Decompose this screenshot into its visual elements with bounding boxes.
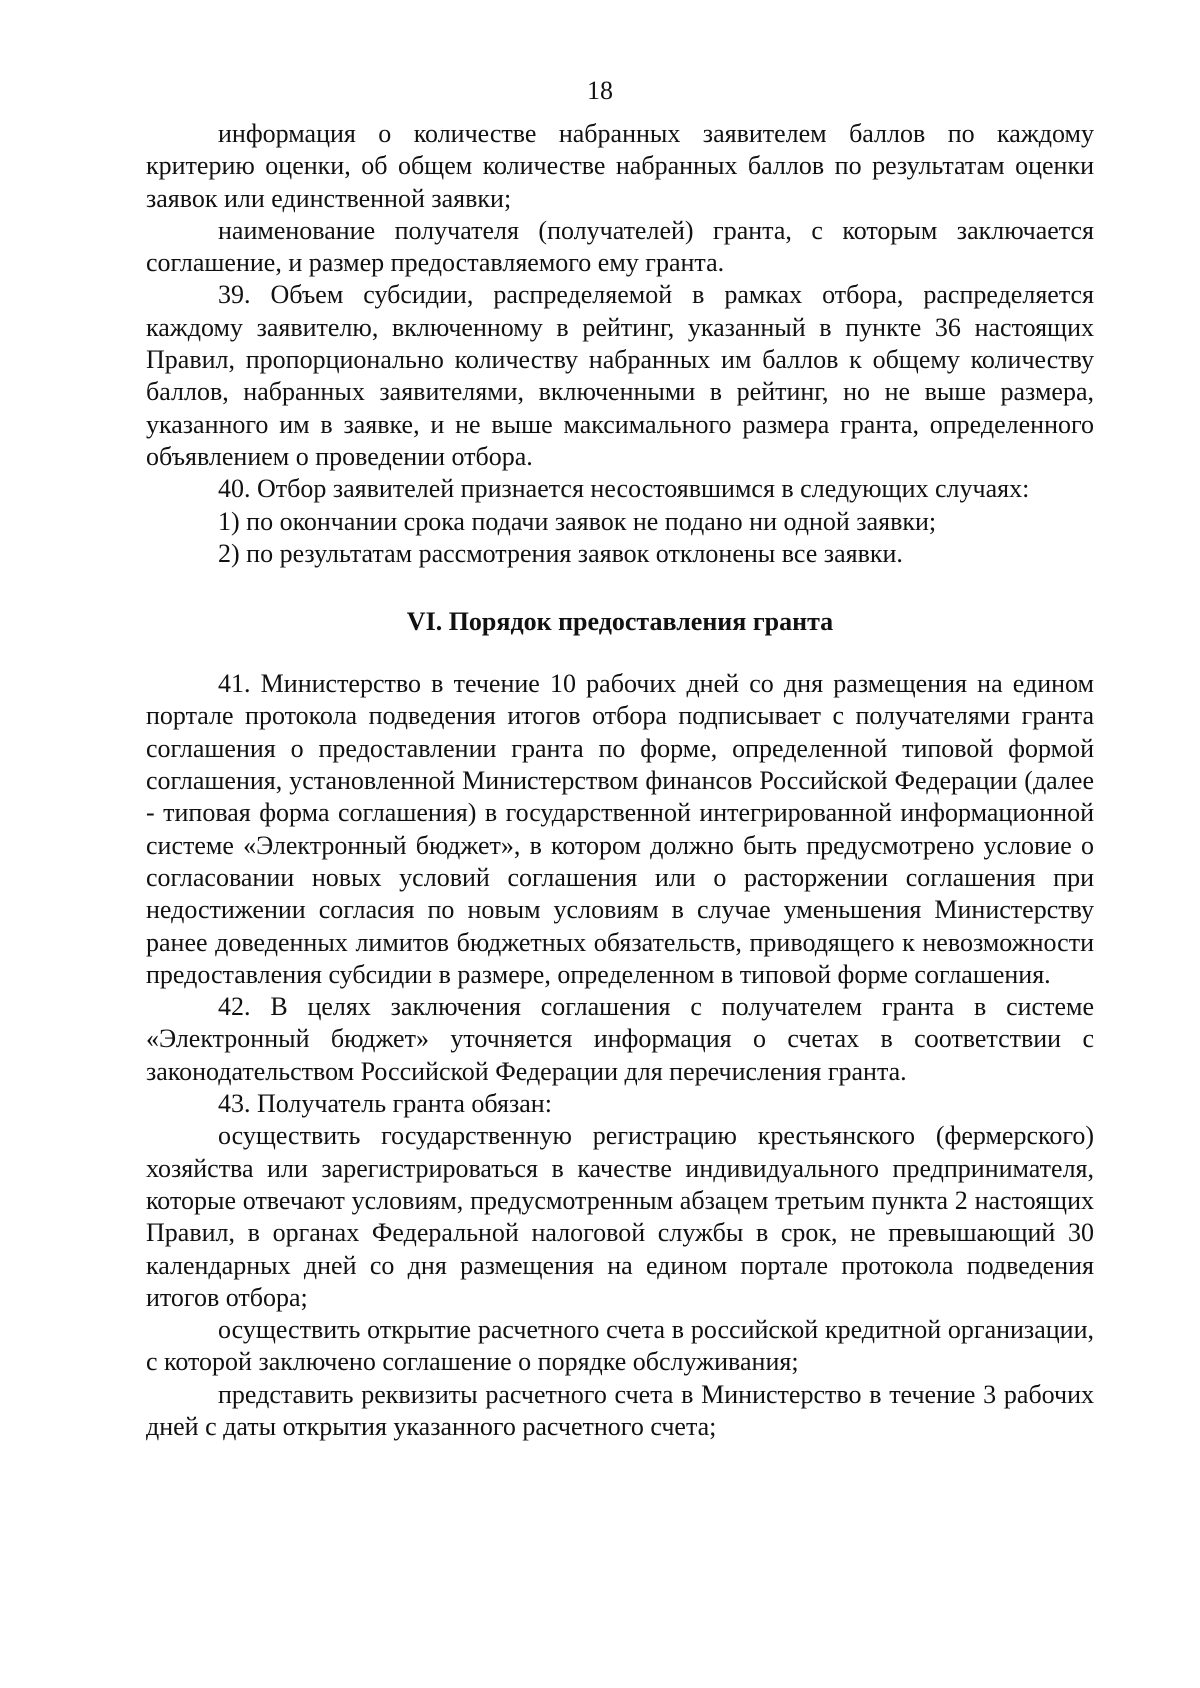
paragraph-obligation-account: осуществить открытие расчетного счета в российской кредитной организации, с которой заключено соглашение о порядке обслуживания; [146, 1315, 1094, 1377]
paragraph-item-42: 42. В целях заключения соглашения с получателем гранта в системе «Электронный бюджет» уточняется информация о счетах в соответствии с законодательством Российской Федерации для перечисления гранта. [146, 992, 1094, 1086]
paragraph-obligation-details: представить реквизиты расчетного счета в Министерство в течение 3 рабочих дней с даты открытия указанного расчетного счета; [146, 1379, 1094, 1441]
paragraph-scoring-info: информация о количестве набранных заявителем баллов по каждому критерию оценки, об общем количестве набранных баллов по результатам оценки заявок или единственной заявки; [146, 119, 1094, 213]
paragraph-item-43: 43. Получатель гранта обязан: [218, 1089, 552, 1119]
paragraph-item-40: 40. Отбор заявителей признается несостоявшимся в следующих случаях: [218, 474, 1030, 504]
page-number: 18 [587, 76, 613, 105]
section-heading: VI. Порядок предоставления гранта [406, 607, 834, 637]
paragraph-recipient-name: наименование получателя (получателей) гранта, с которым заключается соглашение, и размер предоставляемого ему гранта. [146, 215, 1094, 278]
paragraph-item-41: 41. Министерство в течение 10 рабочих дней со дня размещения на едином портале протокола подведения итогов отбора подписывает с получателями гранта соглашения о предоставлении гранта по форме, определенной типовой формой соглашения, установленной Министерством финансов Российской Федерации (далее - типовая форма соглашения) в государственной интегрированной информационной системе «Электронный бюджет», в котором должно быть предусмотрено условие о согласовании новых условий соглашения или о расторжении соглашения при недостижении согласия по новым условиям в случае уменьшения Министерству ранее доведенных лимитов бюджетных обязательств, приводящего к невозможности предоставления субсидии в размере, определенном в типовой форме соглашения. [146, 669, 1094, 989]
paragraph-item-40-case-2: 2) по результатам рассмотрения заявок отклонены все заявки. [218, 538, 903, 568]
paragraph-obligation-registration: осуществить государственную регистрацию крестьянского (фермерского) хозяйства или зарегистрироваться в качестве индивидуального предпринимателя, которые отвечают условиям, предусмотренным абзацем третьим пункта 2 настоящих Правил, в органах Федеральной налоговой службы в срок, не превышающий 30 календарных дней со дня размещения на едином портале протокола подведения итогов отбора; [146, 1121, 1094, 1312]
paragraph-item-40-case-1: 1) по окончании срока подачи заявок не подано ни одной заявки; [218, 506, 937, 536]
document-body [146, 118, 1094, 1443]
paragraph-item-39: 39. Объем субсидии, распределяемой в рамках отбора, распределяется каждому заявителю, включенному в рейтинг, указанный в пункте 36 настоящих Правил, пропорционально количеству набранных им баллов к общему количеству баллов, набранных заявителями, включенными в рейтинг, но не выше размера, указанного им в заявке, и не выше максимального размера гранта, определенного объявлением о проведении отбора. [146, 280, 1094, 471]
